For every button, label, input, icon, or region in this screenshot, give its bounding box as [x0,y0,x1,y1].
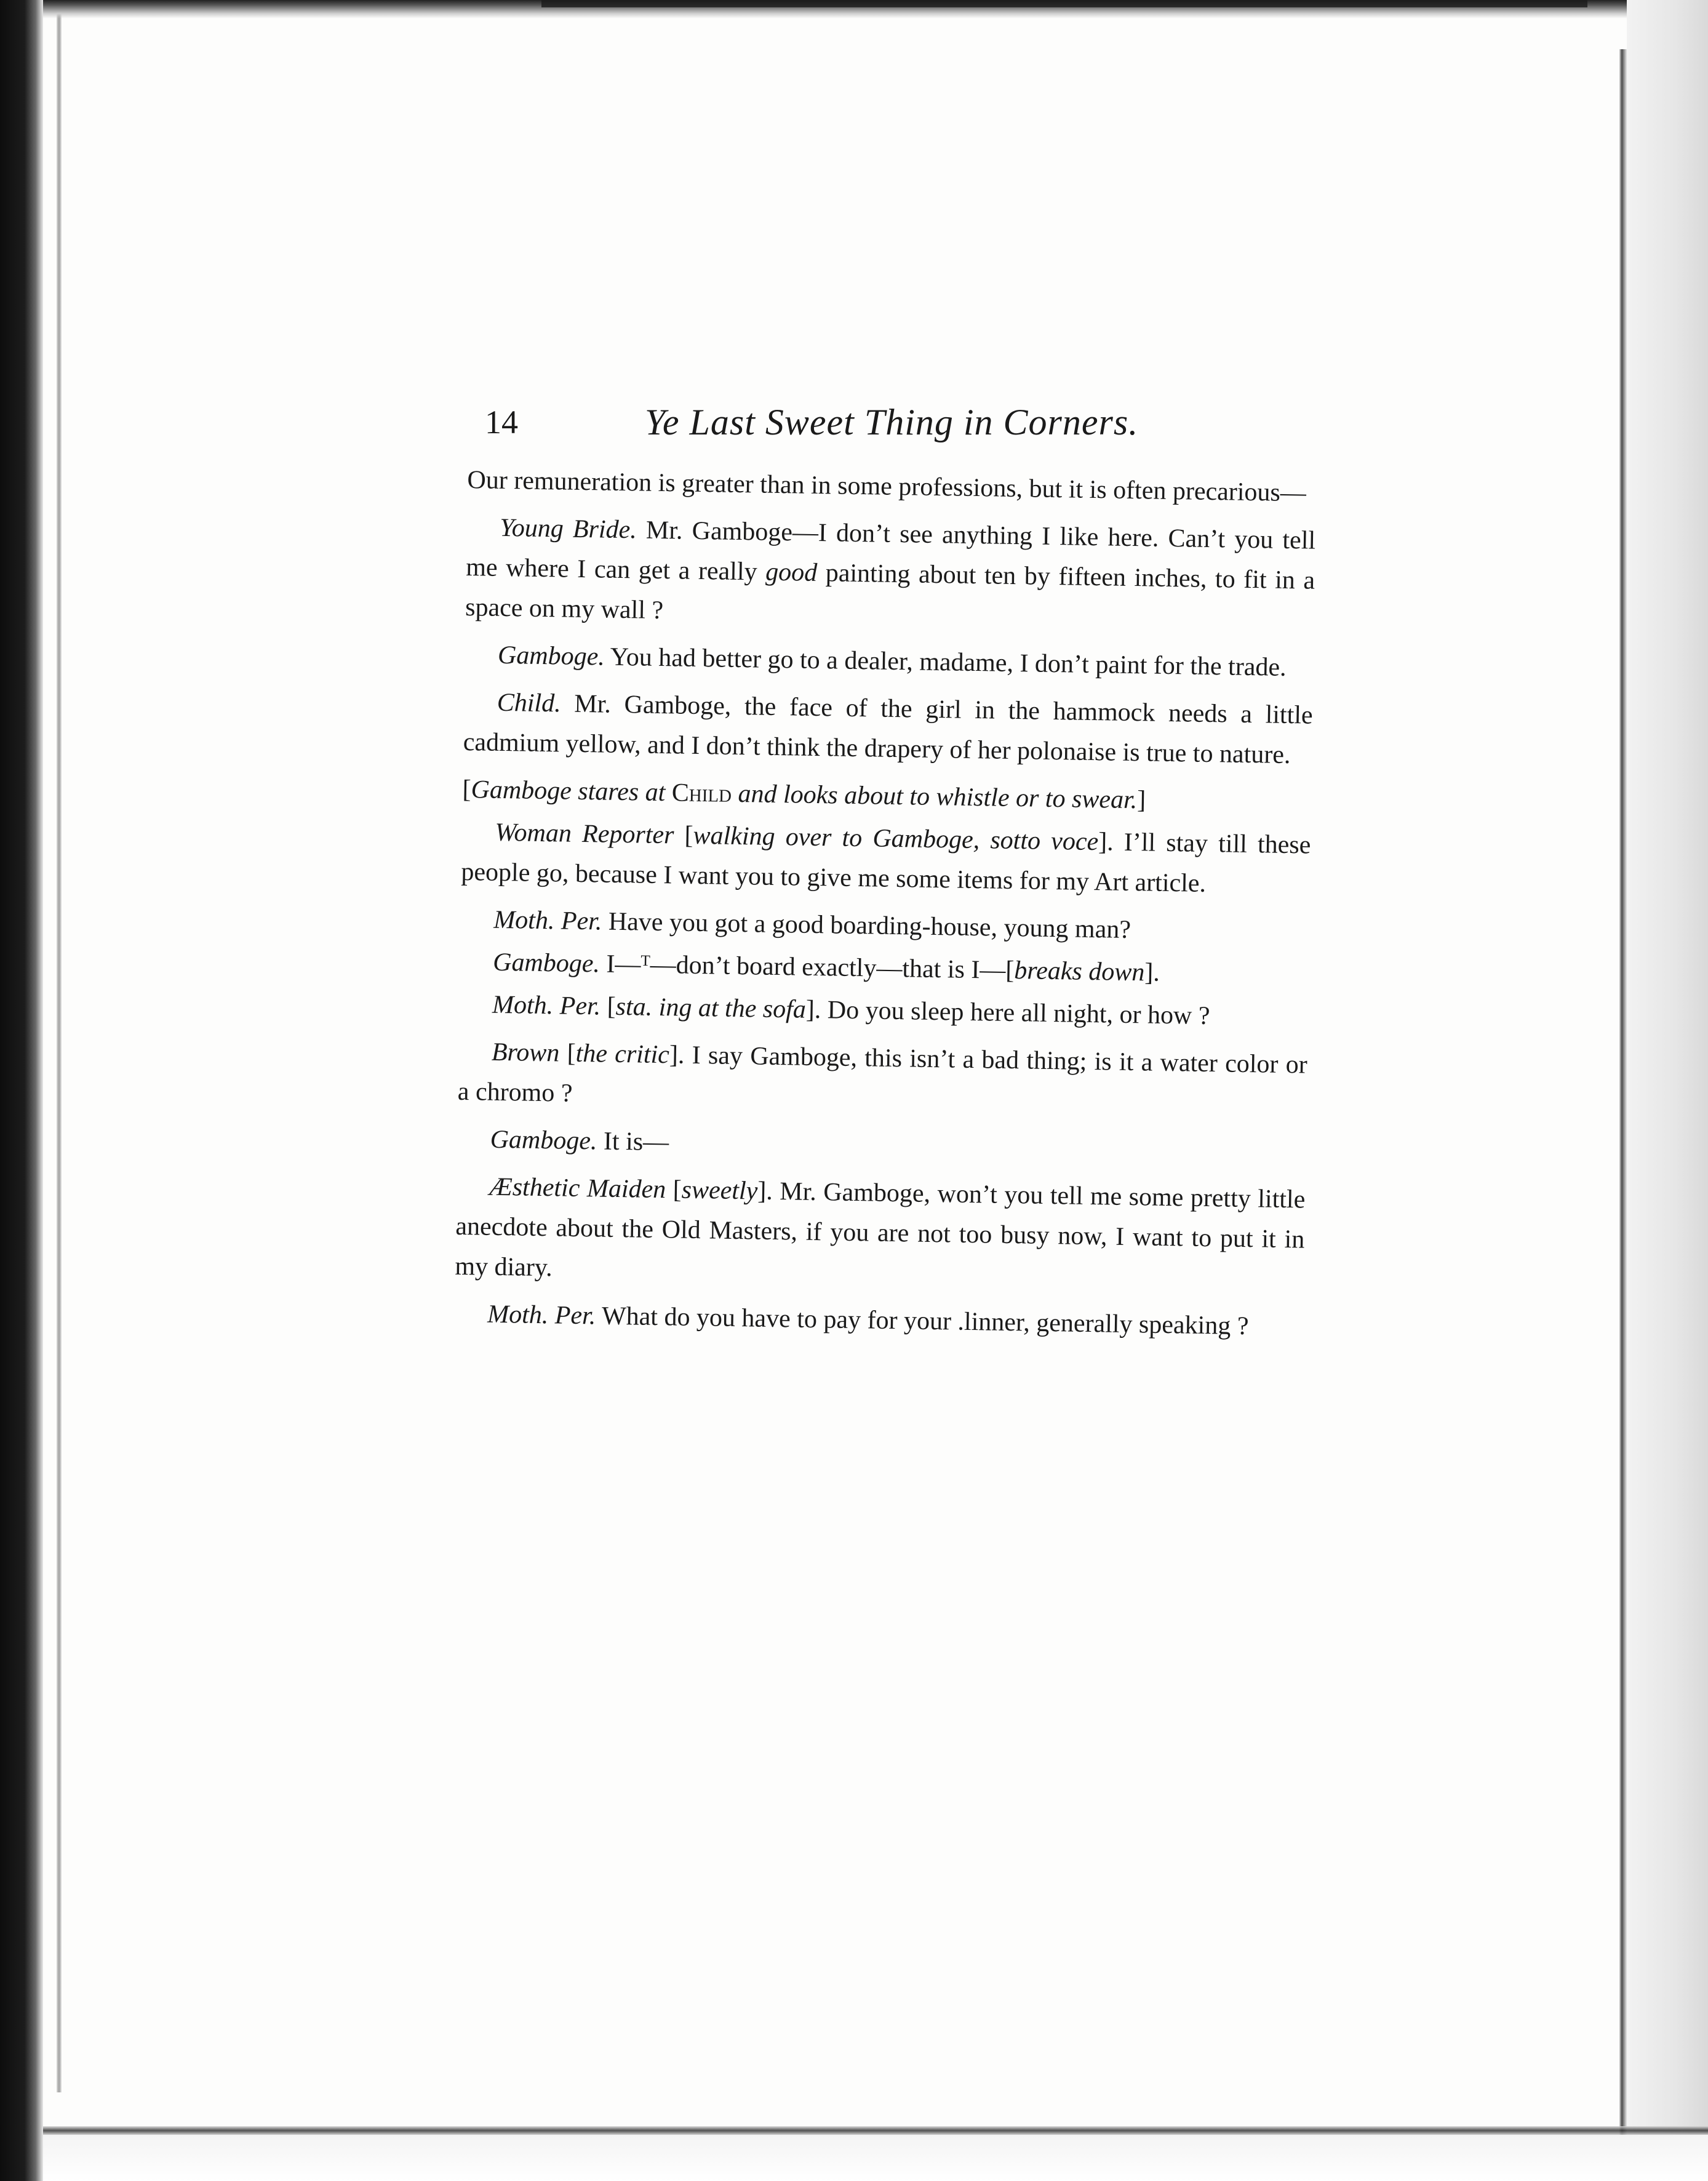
paragraph [463,682,1313,776]
speech-text: I—ᵀ—don’t board exactly—that is I— [599,950,1006,985]
paragraph-text: Our remuneration is greater than in some professions, but it is often precarious— [467,465,1307,508]
speech-text: What do you have to pay for your .linner, generally speaking ? [595,1302,1249,1341]
character-name: Child [671,778,732,808]
paragraph [454,1294,1304,1348]
paragraph [457,1119,1306,1173]
speaker-name: Moth. Per. [492,990,601,1021]
scan-gutter-line [57,0,62,2092]
direction-text: sta. ing at the sofa [615,992,807,1024]
speech-text: painting about ten by fifteen inches, to fit in a space on my wall ? [465,558,1315,625]
paragraph [465,508,1316,641]
bracket: ] [757,1177,767,1206]
paragraph [457,1032,1307,1126]
direction-text: and looks about to whistle or to swear. [731,779,1138,815]
scan-edge-bottom [43,2126,1708,2135]
speech-text: . I say Gamboge, this isn’t a bad thing; is it a water color or a chromo ? [457,1041,1308,1108]
bracket: ] [669,1041,679,1070]
speaker-name: Gamboge. [497,641,605,671]
paragraph [461,812,1311,906]
scan-page-edge-line [1619,49,1627,2135]
body-text [454,460,1317,1355]
direction-text: Gamboge stares at [471,775,672,807]
paragraph [467,460,1317,514]
speaker-name: Gamboge. [490,1125,597,1156]
speaker-name: Moth. Per. [493,905,602,936]
speech-text: You had better go to a dealer, madame, I don’t paint for the trade. [604,642,1287,682]
bracket: [ [462,775,471,804]
speech-text: . I’ll stay till these people go, because I want you to give me some items for my Art article. [461,828,1311,898]
emphasis: good [765,558,818,587]
bracket: ] [805,995,815,1024]
page-number: 14 [485,404,518,441]
speaker-name: Gamboge. [492,948,601,978]
scan-edge-left [0,0,43,2181]
scan-edge-top-shadow [541,0,1587,7]
speaker-name: Brown [491,1038,560,1068]
speaker-name: Woman Reporter [495,818,674,850]
bracket: ] [1136,786,1146,815]
paragraph [465,635,1314,689]
speech-text: Mr. Gamboge, the face of the girl in the hammock needs a little cadmium yellow, and I don’t think the drapery of her polonaise is true to nature. [463,689,1314,770]
bracket: [ [600,992,617,1021]
speech-text: . Do you sleep here all night, or how ? [814,995,1210,1031]
scan-edge-bottom-fade [43,2135,1708,2181]
speech-text: . Mr. Gamboge, won’t you tell me some pretty little anecdote about the Old Masters, if you are not too busy now, I want to put it in my diary. [455,1177,1306,1283]
speaker-name: Young Bride. [499,513,637,545]
bracket: [ [559,1039,577,1068]
bracket: ] [1098,828,1107,857]
direction-text: walking over to Gamboge, sotto voce [693,821,1099,857]
direction-text: the critic [575,1039,670,1070]
bracket: [ [665,1175,682,1204]
bracket: ]. [1144,958,1160,987]
running-title: Ye Last Sweet Thing in Corners. [645,402,1139,442]
bracket: [ [674,821,693,850]
speaker-name: Child. [497,688,562,718]
speaker-name: Æsthetic Maiden [489,1172,666,1204]
direction-text: breaks down [1014,956,1145,987]
scan-edge-right [1627,0,1708,2181]
bracket: [ [1005,956,1015,985]
direction-text: sweetly [681,1175,758,1206]
speech-text: Have you got a good boarding-house, young man? [602,907,1131,945]
paragraph [455,1167,1306,1300]
running-head [485,394,1168,450]
speech-text: Mr. Gamboge—I don’t see anything I like here. Can’t you tell me where I can get a really [465,516,1316,586]
speech-text: It is— [597,1127,669,1157]
speaker-name: Moth. Per. [487,1300,596,1331]
